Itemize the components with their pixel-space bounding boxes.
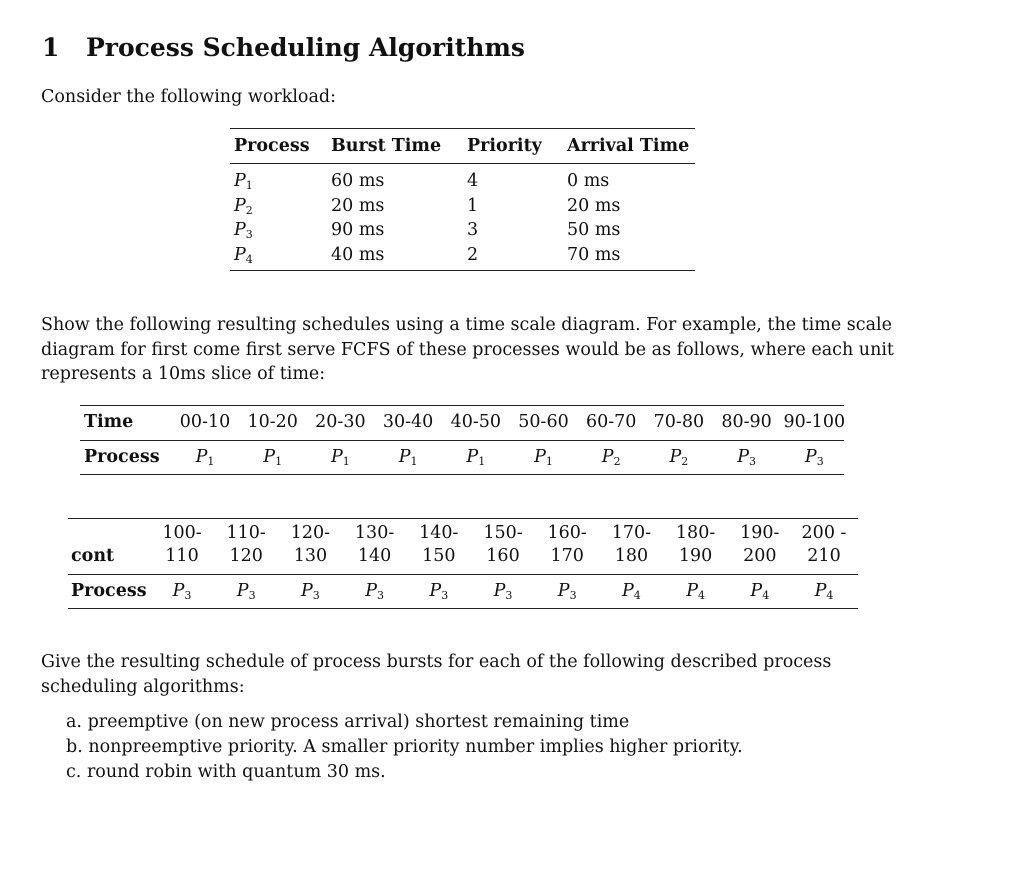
fcfs1-process-label: Process <box>84 447 160 467</box>
intro-text: Consider the following workload: <box>41 87 336 107</box>
workload-arrival-cell: 50 ms <box>567 220 621 240</box>
fcfs2-time-bottom-cell: 180 <box>614 546 649 566</box>
fcfs2-process-cell: $P_4$ <box>686 581 705 602</box>
fcfs1-process-cell: $P_2$ <box>669 447 689 468</box>
algorithm-list <box>66 710 743 785</box>
task-text: Give the resulting schedule of process bursts for each of the following described process scheduling algorithms: <box>41 652 832 697</box>
algorithm-item-text: preemptive (on new process arrival) shortest remaining time <box>87 712 630 732</box>
workload-process-cell: $P_1$ <box>234 171 253 192</box>
section-title: Process Scheduling Algorithms <box>86 33 525 62</box>
fcfs1-time-label: Time <box>84 412 134 432</box>
fcfs1-time-cell: 20-30 <box>315 412 366 432</box>
fcfs2-time-bottom-cell: 150 <box>422 546 456 566</box>
fcfs2-time-bottom-cell: 200 <box>743 546 777 566</box>
fcfs2-time-bottom-cell: 160 <box>486 546 520 566</box>
workload-priority-cell: 4 <box>467 171 479 191</box>
fcfs1-top-rule <box>80 405 844 406</box>
fcfs2-process-cell: $P_4$ <box>814 581 834 602</box>
fcfs2-process-cell: $P_3$ <box>429 581 449 602</box>
fcfs2-process-cell: $P_3$ <box>365 581 384 602</box>
fcfs2-time-bottom-cell: 110 <box>165 546 199 566</box>
fcfs2-process-cell: $P_3$ <box>557 581 577 602</box>
workload-arrival-cell: 70 ms <box>567 244 621 265</box>
workload-burst-cell: 20 ms <box>331 195 385 216</box>
workload-process-cell: $P_2$ <box>234 195 253 217</box>
workload-process-cell: $P_3$ <box>234 220 253 241</box>
fcfs1-time-cell: 90-100 <box>783 412 846 432</box>
fcfs1-process-cell: $P_1$ <box>263 447 283 468</box>
fcfs2-process-cell: $P_4$ <box>750 581 770 602</box>
fcfs1-bottom-rule <box>80 474 844 475</box>
algorithm-item <box>66 760 743 785</box>
fcfs2-process-cell: $P_4$ <box>622 581 641 602</box>
section-number: 1 <box>42 33 60 62</box>
fcfs2-mid-rule <box>68 574 858 575</box>
workload-arrival-cell: 0 ms <box>567 171 610 191</box>
workload-burst-cell: 90 ms <box>331 220 385 240</box>
workload-burst-cell: 40 ms <box>331 244 385 265</box>
algorithm-item-marker: c. <box>66 762 87 782</box>
table-bottom-rule <box>230 270 695 271</box>
fcfs2-time-top-cell: 200 - <box>801 523 847 543</box>
fcfs1-time-cell: 60-70 <box>585 412 637 432</box>
algorithm-item-marker: a. <box>66 712 88 732</box>
fcfs1-process-cell: $P_2$ <box>601 447 621 468</box>
fcfs1-time-cell: 40-50 <box>450 412 502 432</box>
fcfs2-time-bottom-cell: 170 <box>550 546 584 566</box>
fcfs2-time-top-cell: 190- <box>740 523 780 543</box>
table-top-rule <box>230 128 695 129</box>
algorithm-item <box>66 710 743 735</box>
fcfs2-process-cell: $P_3$ <box>493 581 513 602</box>
fcfs1-process-cell: $P_1$ <box>398 447 418 468</box>
fcfs2-time-top-cell: 150- <box>483 523 523 543</box>
fcfs2-time-top-cell: 170- <box>611 523 652 543</box>
workload-process-cell: $P_4$ <box>234 244 253 266</box>
fcfs2-time-bottom-cell: 210 <box>807 546 841 566</box>
workload-arrival-cell: 20 ms <box>567 195 621 216</box>
fcfs1-time-cell: 10-20 <box>247 412 298 432</box>
fcfs2-time-top-cell: 180- <box>675 523 716 543</box>
workload-priority-cell: 1 <box>467 195 479 216</box>
fcfs1-mid-rule <box>80 440 844 441</box>
fcfs2-process-cell: $P_3$ <box>236 581 256 602</box>
fcfs1-process-cell: $P_3$ <box>804 447 824 468</box>
fcfs1-process-cell: $P_1$ <box>534 447 553 468</box>
fcfs2-process-label: Process <box>71 581 147 601</box>
table-header-rule <box>230 163 695 164</box>
algorithm-item-text: nonpreemptive priority. A smaller priority number implies higher priority. <box>88 737 743 757</box>
algorithm-item-marker: b. <box>66 737 89 757</box>
workload-priority-cell: 3 <box>467 220 479 240</box>
fcfs1-time-cell: 70-80 <box>653 412 705 432</box>
fcfs1-process-cell: $P_1$ <box>331 447 350 468</box>
workload-burst-cell: 60 ms <box>331 171 385 191</box>
fcfs2-bottom-rule <box>68 608 858 609</box>
algorithm-item <box>66 735 743 760</box>
fcfs1-time-cell: 80-90 <box>721 412 772 432</box>
fcfs1-process-cell: $P_1$ <box>466 447 486 468</box>
workload-header-1: Burst Time <box>331 136 442 156</box>
workload-header-2: Priority <box>467 136 542 156</box>
fcfs2-time-bottom-cell: 130 <box>293 546 328 566</box>
workload-priority-cell: 2 <box>467 244 479 265</box>
fcfs1-time-cell: 50-60 <box>518 412 569 432</box>
algorithm-item-text: round robin with quantum 30 ms. <box>86 762 386 782</box>
fcfs2-process-cell: $P_3$ <box>172 581 192 602</box>
fcfs2-time-top-cell: 160- <box>547 523 587 543</box>
fcfs2-cont-label: cont <box>71 546 115 566</box>
fcfs2-time-top-cell: 140- <box>419 523 459 543</box>
fcfs1-time-cell: 00-10 <box>179 412 231 432</box>
fcfs2-time-top-cell: 120- <box>290 523 331 543</box>
fcfs2-time-top-cell: 130- <box>354 523 395 543</box>
fcfs2-time-bottom-cell: 190 <box>678 546 713 566</box>
workload-header-3: Arrival Time <box>567 136 690 156</box>
explanation-text: Show the following resulting schedules using a time scale diagram. For example, the time scale diagram for first come first serve FCFS of these processes would be as follows, where each unit represents a 10ms slice of time: <box>41 315 894 384</box>
fcfs2-time-bottom-cell: 120 <box>229 546 263 566</box>
fcfs2-top-rule <box>68 518 858 519</box>
fcfs1-process-cell: $P_1$ <box>195 447 215 468</box>
fcfs2-time-top-cell: 110- <box>226 523 266 543</box>
fcfs2-time-top-cell: 100- <box>162 523 202 543</box>
fcfs1-time-cell: 30-40 <box>382 412 434 432</box>
fcfs1-process-cell: $P_3$ <box>737 447 756 468</box>
fcfs2-time-bottom-cell: 140 <box>357 546 392 566</box>
fcfs2-process-cell: $P_3$ <box>301 581 320 602</box>
workload-header-0: Process <box>234 136 310 156</box>
